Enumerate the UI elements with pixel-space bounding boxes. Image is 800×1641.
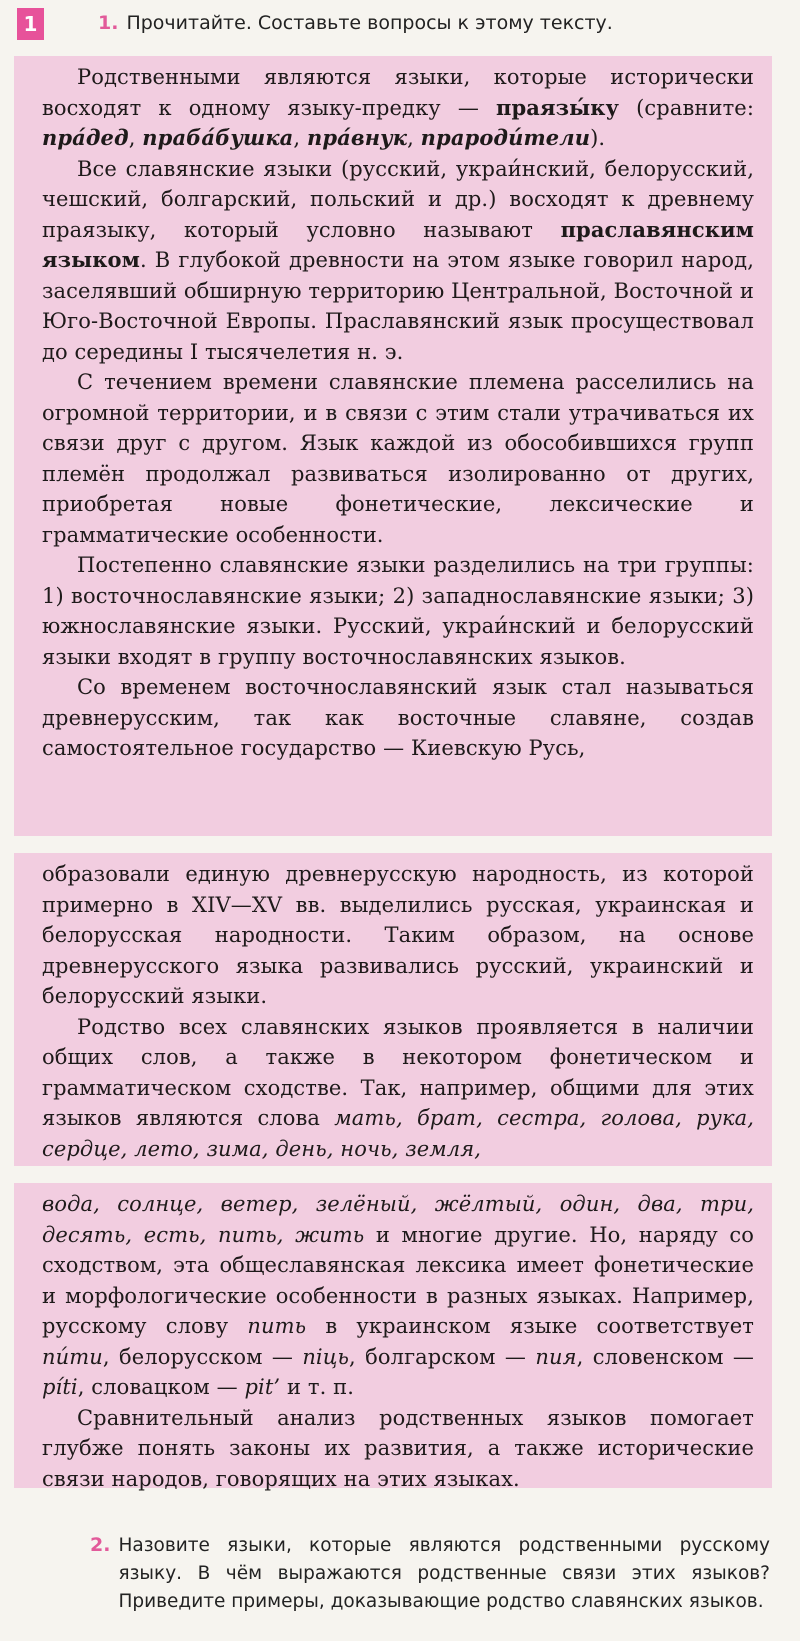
text-run: Родство всех славянских языков проявляется в наличии общих слов, а также в некотором фонетическом и грамматическом сходстве. Так, например, общими для этих языков являются слова bbox=[42, 1014, 754, 1130]
text-run: Все славянские языки (русский, украи́нский, белорусский, чешский, болгарский, польский и др.) восходят к древнему праязыку, который условно называют bbox=[42, 156, 754, 242]
example-words: вода, солнце, ветер, зелёный, жёлтый, один, два, три, десять, есть, пить, жить bbox=[42, 1192, 754, 1247]
text-block-1 bbox=[14, 56, 772, 836]
text-run: Родственными являются языки, которые исторически восходят к одному языку-предку — bbox=[42, 65, 754, 120]
term-prayazyk: праязы́ку bbox=[496, 94, 620, 120]
text-run: и многие другие. Но, наряду со сходством, эта общеславянская лексика имеет фонетические и морфологические особенности в разных языках. Например, русскому слову bbox=[42, 1222, 754, 1338]
task-1-number: 1. bbox=[98, 12, 119, 34]
example-word: пить bbox=[247, 1314, 307, 1338]
text-run: , словацком — bbox=[77, 1375, 245, 1399]
example-words: мать, брат, сестра, голова, рука, сердце, лето, зима, день, ночь, земля, bbox=[42, 1106, 755, 1161]
paragraph: Постепенно славянские языки разделились на три группы: 1) восточнославянские языки; 2) западнославянские языки; 3) южнославянские языки. Русский, украи́нский и белорусский языки входят в группу восточнославянских языков. bbox=[42, 553, 754, 669]
task-1 bbox=[98, 10, 778, 36]
text-run: , словенском — bbox=[576, 1344, 754, 1369]
text-block-3 bbox=[14, 1183, 772, 1491]
example-word: pit’ bbox=[244, 1375, 281, 1399]
example-word: піць bbox=[302, 1344, 350, 1369]
paragraph: Со временем восточнославянский язык стал называться древнерусским, так как восточные славяне, создав самостоятельное государство — Киевскую Русь, bbox=[42, 675, 754, 760]
example-word: пи́ти bbox=[42, 1344, 103, 1369]
example-word: прароди́тели bbox=[420, 125, 591, 150]
text-block-2 bbox=[14, 853, 772, 1166]
task-2-text: Назовите языки, которые являются родственными русскому языку. В чём выражаются родственные связи этих языков? Приведите примеры, доказывающие родство славянских языков. bbox=[118, 1535, 770, 1612]
text-run: и т. п. bbox=[280, 1375, 354, 1399]
example-word: пра́внук bbox=[306, 125, 408, 150]
text-run: , bbox=[128, 126, 143, 150]
task-2-number: 2. bbox=[90, 1534, 111, 1556]
text-run: ). bbox=[590, 126, 606, 150]
paragraph: образовали единую древнерусскую народность, из которой примерно в XIV—XV вв. выделились русская, украинская и белорусская народности. Таким образом, на основе древнерусского языка развивались русский, украинский и белорусский языки. bbox=[42, 862, 754, 1008]
text-run: , болгарском — bbox=[349, 1344, 536, 1369]
paragraph: Сравнительный анализ родственных языков помогает глубже понять законы их развития, а также исторические связи народов, говорящих на этих языках. bbox=[42, 1405, 754, 1491]
example-word: пия bbox=[535, 1344, 577, 1369]
example-word: píti bbox=[42, 1375, 78, 1399]
text-run: в украинском языке соответствует bbox=[306, 1314, 754, 1338]
paragraph: С течением времени славянские племена расселились на огромной территории, и в связи с этим стали утрачиваться их связи друг с другом. Язык каждой из обособившихся групп племён продолжал развиваться изолированно от других, приобретая новые фонетические, лексические и грамматические особенности. bbox=[42, 370, 754, 547]
paragraph bbox=[42, 1189, 754, 1403]
task-2 bbox=[90, 1532, 770, 1616]
paragraph bbox=[42, 62, 754, 154]
example-word: праба́бушка bbox=[142, 125, 294, 150]
paragraph bbox=[42, 154, 754, 368]
text-run: . В глубокой древности на этом языке говорил народ, заселявший обширную территорию Центральной, Восточной и Юго-Восточной Европы. Праславянский язык просуществовал до середины I тысячелетия н. э. bbox=[42, 248, 754, 364]
term-praslavyansky: праславянским языком bbox=[42, 216, 754, 272]
exercise-number-badge: 1 bbox=[17, 8, 44, 40]
text-run: , bbox=[407, 126, 421, 150]
example-word: пра́дед bbox=[42, 125, 129, 150]
text-run: (сравните: bbox=[619, 95, 754, 120]
paragraph bbox=[42, 1012, 754, 1165]
task-1-text: Прочитайте. Составьте вопросы к этому тексту. bbox=[126, 12, 613, 34]
text-run: , белорусском — bbox=[102, 1344, 303, 1369]
text-run: , bbox=[293, 126, 307, 150]
